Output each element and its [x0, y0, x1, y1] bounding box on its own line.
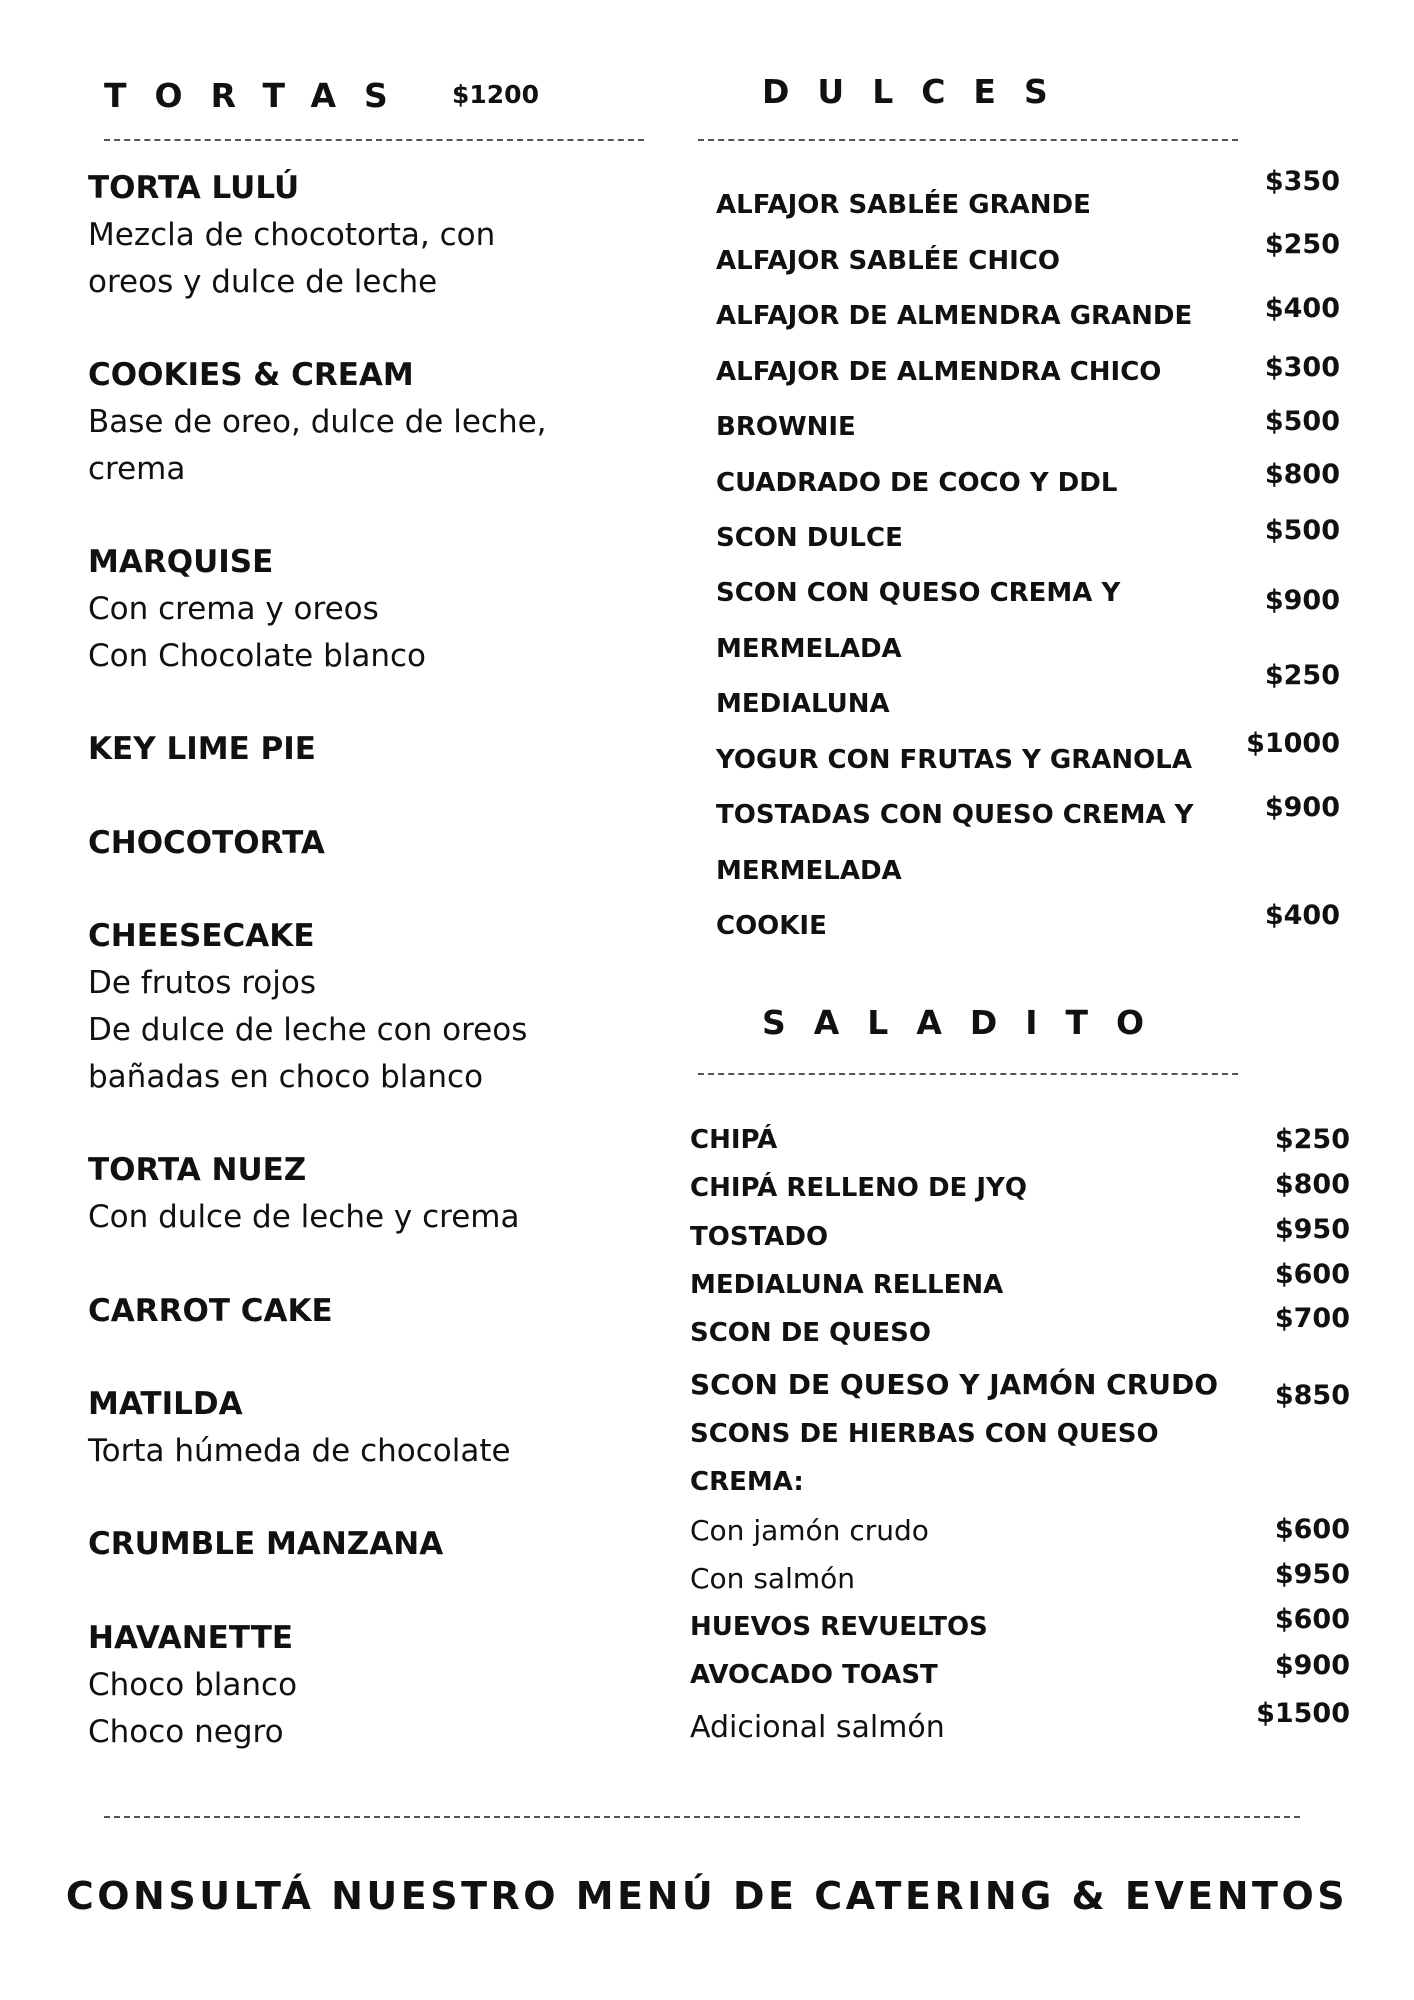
- torta-item-matilda: [88, 1381, 648, 1475]
- dulce-name: SCON CON QUESO CREMA Y: [716, 578, 1121, 608]
- torta-item-crumble-manzana: [88, 1521, 648, 1568]
- saladito-price: $600: [1274, 1604, 1350, 1635]
- torta-name: TORTA LULÚ: [88, 170, 300, 206]
- torta-desc: Mezcla de chocotorta, con: [88, 217, 496, 253]
- dulce-price: $300: [1264, 352, 1340, 383]
- dulce-name: CUADRADO DE COCO Y DDL: [716, 468, 1118, 498]
- torta-name: CHOCOTORTA: [88, 825, 325, 861]
- torta-name: MATILDA: [88, 1386, 243, 1422]
- dulce-price: $400: [1264, 293, 1340, 324]
- dulce-price: $350: [1264, 166, 1340, 197]
- torta-name: MARQUISE: [88, 544, 274, 580]
- torta-desc: Base de oreo, dulce de leche,: [88, 404, 547, 440]
- saladito-name: AVOCADO TOAST: [690, 1660, 938, 1690]
- torta-desc: crema: [88, 451, 186, 487]
- dulce-name: ALFAJOR SABLÉE GRANDE: [716, 190, 1091, 220]
- tortas-price: $1200: [452, 80, 539, 109]
- tortas-divider: [104, 139, 644, 141]
- saladito-divider: [698, 1073, 1238, 1075]
- torta-name: CRUMBLE MANZANA: [88, 1526, 444, 1562]
- saladito-name: SCON DE QUESO Y JAMÓN CRUDO: [690, 1368, 1219, 1401]
- saladito-name: SCONS DE HIERBAS CON QUESO: [690, 1419, 1159, 1449]
- dulce-price: $1000: [1246, 728, 1340, 759]
- saladito-price: $950: [1274, 1214, 1350, 1245]
- dulce-price: $500: [1264, 515, 1340, 546]
- torta-desc: Torta húmeda de chocolate: [88, 1433, 511, 1469]
- dulce-name: BROWNIE: [716, 412, 856, 442]
- torta-desc: De dulce de leche con oreos: [88, 1012, 528, 1048]
- saladito-price: $850: [1274, 1380, 1350, 1411]
- torta-desc: Con crema y oreos: [88, 591, 379, 627]
- saladito-sub-name: Con salmón: [690, 1562, 856, 1595]
- torta-desc: Choco negro: [88, 1714, 284, 1750]
- saladito-name: MEDIALUNA RELLENA: [690, 1270, 1004, 1300]
- catering-footer: CONSULTÁ NUESTRO MENÚ DE CATERING & EVENTOS: [65, 1874, 1349, 1918]
- torta-item-cookies-cream: [88, 352, 648, 493]
- saladito-name: HUEVOS REVUELTOS: [690, 1612, 988, 1642]
- torta-item-cheesecake: [88, 913, 648, 1101]
- saladito-price: $250: [1274, 1124, 1350, 1155]
- saladito-title: SALADITO: [762, 1003, 1173, 1042]
- dulce-name: SCON DULCE: [716, 523, 903, 553]
- saladito-price: $800: [1274, 1169, 1350, 1200]
- dulce-name: COOKIE: [716, 911, 827, 941]
- torta-item-marquise: [88, 539, 648, 680]
- dulce-name-line2: MERMELADA: [716, 634, 902, 664]
- dulce-price: $800: [1264, 459, 1340, 490]
- torta-item-carrot-cake: [88, 1288, 648, 1335]
- dulces-divider: [698, 139, 1238, 141]
- torta-name: HAVANETTE: [88, 1620, 294, 1656]
- dulce-name: ALFAJOR SABLÉE CHICO: [716, 246, 1060, 276]
- tortas-title: TORTAS: [104, 76, 416, 115]
- saladito-price: $700: [1274, 1303, 1350, 1334]
- saladito-sub-name: Adicional salmón: [690, 1710, 945, 1745]
- dulce-price: $900: [1264, 585, 1340, 616]
- torta-name: TORTA NUEZ: [88, 1152, 307, 1188]
- torta-item-nuez: [88, 1147, 648, 1241]
- saladito-name: SCON DE QUESO: [690, 1318, 931, 1348]
- torta-desc: Con dulce de leche y crema: [88, 1199, 520, 1235]
- dulce-name: MEDIALUNA: [716, 689, 890, 719]
- footer-divider: [104, 1816, 1300, 1818]
- torta-name: COOKIES & CREAM: [88, 357, 414, 393]
- dulce-price: $500: [1264, 406, 1340, 437]
- dulce-name: TOSTADAS CON QUESO CREMA Y: [716, 800, 1194, 830]
- torta-name: CARROT CAKE: [88, 1293, 333, 1329]
- dulce-price: $900: [1264, 792, 1340, 823]
- dulce-price: $400: [1264, 900, 1340, 931]
- saladito-name: CHIPÁ: [690, 1125, 778, 1155]
- torta-item-chocotorta: [88, 820, 648, 867]
- dulce-name-line2: MERMELADA: [716, 856, 902, 886]
- dulce-price: $250: [1264, 229, 1340, 260]
- torta-item-havanette: [88, 1615, 648, 1756]
- saladito-price: $600: [1274, 1514, 1350, 1545]
- saladito-price: $900: [1274, 1650, 1350, 1681]
- saladito-name: TOSTADO: [690, 1222, 829, 1252]
- torta-item-lulu: [88, 165, 648, 306]
- torta-name: KEY LIME PIE: [88, 731, 316, 767]
- saladito-name: CHIPÁ RELLENO DE JYQ: [690, 1173, 1027, 1203]
- torta-desc: Choco blanco: [88, 1667, 298, 1703]
- saladito-sub-name: Con jamón crudo: [690, 1514, 929, 1547]
- dulce-name: ALFAJOR DE ALMENDRA CHICO: [716, 357, 1162, 387]
- dulces-title: DULCES: [762, 72, 1076, 111]
- dulce-name: ALFAJOR DE ALMENDRA GRANDE: [716, 301, 1193, 331]
- saladito-name-line2: CREMA:: [690, 1467, 804, 1497]
- torta-desc: oreos y dulce de leche: [88, 264, 438, 300]
- torta-item-key-lime-pie: [88, 726, 648, 773]
- saladito-price: $600: [1274, 1259, 1350, 1290]
- torta-desc: bañadas en choco blanco: [88, 1059, 484, 1095]
- saladito-price: $950: [1274, 1559, 1350, 1590]
- torta-desc: Con Chocolate blanco: [88, 638, 427, 674]
- torta-name: CHEESECAKE: [88, 918, 315, 954]
- torta-desc: De frutos rojos: [88, 965, 316, 1001]
- dulce-name: YOGUR CON FRUTAS Y GRANOLA: [716, 745, 1192, 775]
- dulce-price: $250: [1264, 660, 1340, 691]
- saladito-price: $1500: [1256, 1698, 1350, 1729]
